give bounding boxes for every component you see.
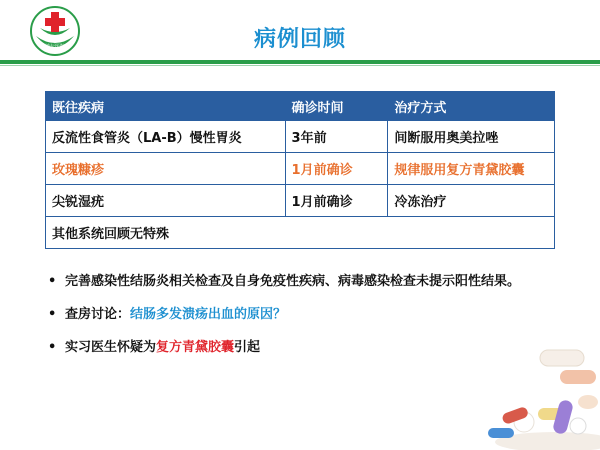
cell-disease: 反流性食管炎（LA-B）慢性胃炎 [46, 121, 286, 153]
table-footer-note: 其他系统回顾无特殊 [46, 217, 555, 249]
table-footer-row [46, 217, 555, 249]
bullet-dot: • [48, 340, 57, 355]
table-row [46, 185, 555, 217]
cell-disease: 尖锐湿疣 [46, 185, 286, 217]
cell-treatment: 间断服用奥美拉唑 [388, 121, 555, 153]
cell-disease: 玫瑰糠疹 [46, 153, 286, 185]
bullet-dot: • [48, 307, 57, 322]
title-divider [0, 60, 600, 64]
table-header-row [46, 92, 555, 121]
bullet-highlight: 结肠多发溃疡出血的原因？ [130, 307, 287, 322]
bullet-text: 完善感染性结肠炎相关检查及自身免疫性疾病、病毒感染检查未提示阳性结果。 [65, 274, 521, 289]
cell-treatment: 冷冻治疗 [388, 185, 555, 217]
col-header-disease: 既往疾病 [46, 92, 286, 121]
bullet-dot: • [48, 274, 57, 289]
page-title: 病例回顾 [253, 27, 346, 52]
bullet-prefix: 查房讨论： [65, 307, 131, 322]
bullet-suffix: 引起 [234, 340, 261, 355]
bullet-prefix: 实习医生怀疑为 [65, 340, 157, 355]
table-row [46, 121, 555, 153]
pills-decoration [460, 330, 600, 450]
bullet-item [48, 271, 568, 293]
col-header-treatment: 治疗方式 [388, 92, 555, 121]
col-header-diagnosis-time: 确诊时间 [285, 92, 388, 121]
table-row-highlighted [46, 153, 555, 185]
cell-treatment: 规律服用复方青黛胶囊 [388, 153, 555, 185]
logo-text-1: 北京 [49, 38, 61, 44]
cell-time: 1月前确诊 [285, 153, 388, 185]
logo-text-2: 地坛医院 [44, 44, 66, 50]
medical-history-table [45, 91, 555, 249]
cell-time: 3年前 [285, 121, 388, 153]
bullet-item [48, 304, 568, 326]
cell-time: 1月前确诊 [285, 185, 388, 217]
bullet-highlight: 复方青黛胶囊 [156, 340, 235, 355]
title-divider-thin [0, 65, 600, 66]
